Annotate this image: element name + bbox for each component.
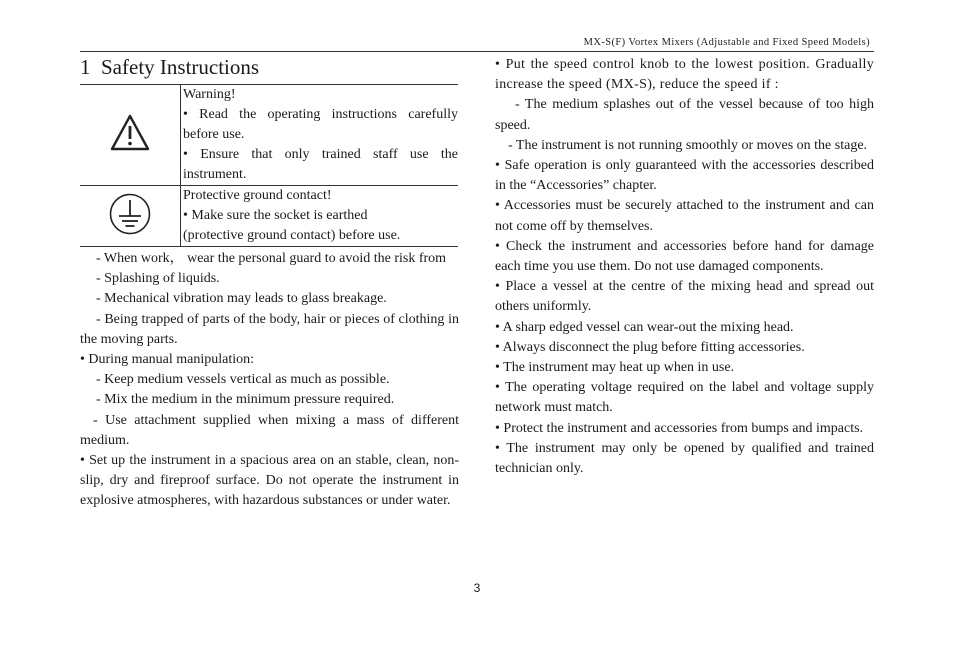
warning-text-cell bbox=[181, 85, 459, 186]
paragraph: - Splashing of liquids. bbox=[96, 271, 220, 287]
paragraph: - Mix the medium in the minimum pressure required. bbox=[96, 392, 395, 408]
paragraph: - Being trapped of parts of the body, hair or pieces of clothing in the moving parts. bbox=[80, 311, 459, 347]
warning-heading: Warning! bbox=[183, 87, 236, 102]
paragraph: • Safe operation is only guaranteed with the accessories described in the “Accessories” chapter. bbox=[495, 158, 874, 194]
right-column bbox=[495, 55, 874, 479]
ground-icon-cell bbox=[80, 186, 181, 247]
ground-row bbox=[80, 186, 458, 247]
paragraph: - Use attachment supplied when mixing a mass of different medium. bbox=[80, 412, 459, 448]
ground-heading: Protective ground contact! bbox=[183, 188, 332, 203]
warning-triangle-icon bbox=[110, 114, 150, 152]
paragraph: • The instrument may only be opened by qualified and trained technician only. bbox=[495, 440, 874, 477]
paragraph: • Protect the instrument and accessories from bumps and impacts. bbox=[495, 420, 864, 436]
paragraph: - When work， wear the personal guard to avoid the risk from bbox=[96, 251, 447, 266]
header-rule bbox=[80, 51, 874, 52]
safety-symbol-table bbox=[80, 84, 458, 247]
paragraph: - Mechanical vibration may leads to glass breakage. bbox=[96, 291, 387, 307]
paragraph: • Accessories must be securely attached to the instrument and can not come off by themselves. bbox=[495, 198, 874, 234]
left-column bbox=[80, 84, 459, 512]
paragraph: • Place a vessel at the centre of the mixing head and spread out others uniformly. bbox=[495, 279, 874, 315]
warning-item: • Read the operating instructions carefully before use. bbox=[183, 107, 458, 142]
paragraph: • Always disconnect the plug before fitting accessories. bbox=[495, 339, 805, 355]
ground-item: (protective ground contact) before use. bbox=[183, 228, 401, 243]
paragraph: • A sharp edged vessel can wear-out the mixing head. bbox=[495, 319, 794, 335]
paragraph: • The instrument may heat up when in use. bbox=[495, 360, 735, 376]
warning-row bbox=[80, 85, 458, 186]
paragraph: - The instrument is not running smoothly or moves on the stage. bbox=[508, 137, 868, 153]
paragraph: • Put the speed control knob to the lowest position. Gradually increase the speed (MX-S), reduce the speed if : bbox=[495, 57, 874, 93]
paragraph: - The medium splashes out of the vessel because of too high speed. bbox=[495, 97, 874, 133]
section-title bbox=[80, 55, 259, 80]
running-header: MX-S(F) Vortex Mixers (Adjustable and Fixed Speed Models) bbox=[583, 37, 870, 48]
paragraph: • During manual manipulation: bbox=[80, 352, 255, 368]
page-number: 3 bbox=[473, 581, 481, 595]
paragraph: • The operating voltage required on the label and voltage supply network must match. bbox=[495, 380, 874, 416]
warning-icon-cell bbox=[80, 85, 181, 186]
ground-text-cell bbox=[181, 186, 459, 247]
paragraph: - Keep medium vessels vertical as much as possible. bbox=[96, 372, 390, 388]
section-title-text: Safety Instructions bbox=[101, 55, 260, 79]
warning-item: • Ensure that only trained staff use the instrument. bbox=[183, 147, 458, 182]
protective-ground-icon bbox=[108, 192, 152, 236]
paragraph: • Set up the instrument in a spacious area on an stable, clean, non-slip, dry and fireproof surface. Do not operate the instrument in explosive atmospheres, with hazardous substances or under water. bbox=[80, 453, 459, 509]
section-number: 1 bbox=[80, 55, 91, 79]
ground-item: • Make sure the socket is earthed bbox=[183, 208, 368, 223]
paragraph: • Check the instrument and accessories before hand for damage each time you use them. Do not use damaged components. bbox=[495, 238, 874, 275]
